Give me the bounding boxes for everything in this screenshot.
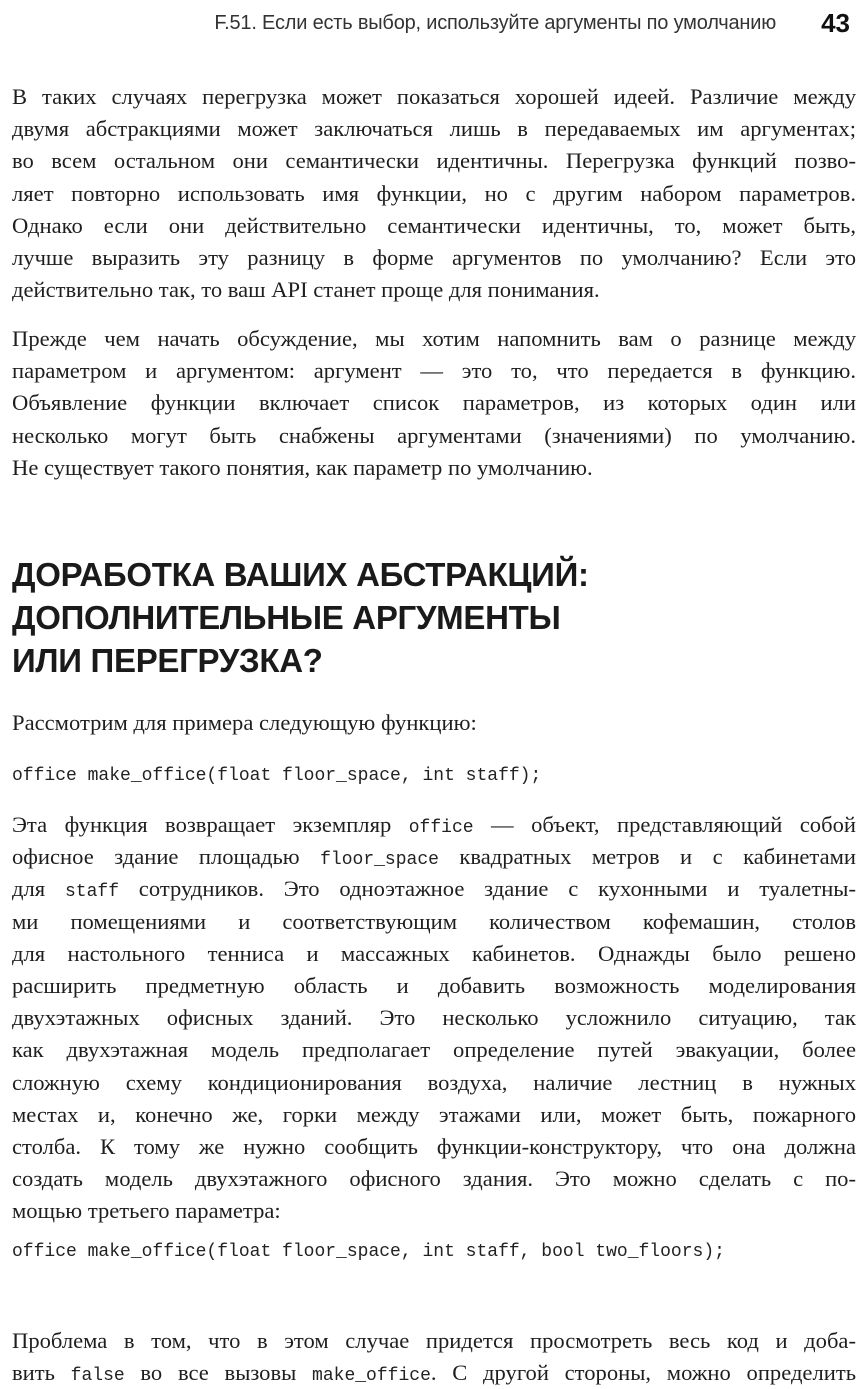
text-line [12, 873, 856, 905]
text-line: В таких случаях перегрузка может показаться хорошей идеей. Различие между [12, 84, 856, 109]
text-fragment: офисное здание площадью [12, 844, 321, 870]
text-line: создать модель двухэтажного офисного здания. Это можно сделать с по- [12, 1166, 856, 1192]
text-line [12, 841, 856, 873]
inline-code: false [70, 1366, 125, 1387]
inline-code: staff [64, 882, 119, 903]
inline-code: floor_space [320, 850, 439, 871]
text-line: Проблема в том, что в этом случае придется просмотреть весь код и доба- [12, 1328, 856, 1353]
text-line: сложную схему кондиционирования воздуха, наличие лестниц в нужных [12, 1069, 856, 1095]
inline-code: make_office [312, 1366, 431, 1387]
text-line: параметром и аргументом: аргумент — это то, что передается в функцию. [12, 358, 856, 384]
paragraph-example-intro: Рассмотрим для примера следующую функцию: [12, 710, 477, 735]
text-line: столба. К тому же нужно сообщить функции-конструктору, что она должна [12, 1133, 856, 1159]
text-line: двухэтажных офисных зданий. Это несколько усложнило ситуацию, так [12, 1005, 856, 1031]
text-line: действительно так, то ваш API станет проще для понимания. [12, 277, 600, 303]
text-line: мощью третьего параметра: [12, 1198, 281, 1224]
section-heading-line: ИЛИ ПЕРЕГРУЗКА? [12, 642, 323, 679]
section-heading [12, 553, 856, 682]
paragraph-overloading-idea [12, 81, 856, 306]
code-snippet-make-office-two-floors: office make_office(float floor_space, int staff, bool two_floors); [12, 1242, 725, 1262]
text-line: во всем остальном они семантически идентичны. Перегрузка функций позво- [12, 148, 856, 174]
running-header [0, 8, 868, 40]
text-fragment: Эта функция возвращает экземпляр [12, 812, 409, 837]
text-line: Объявление функции включает список параметров, из которых один или [12, 390, 856, 416]
section-heading-line: ДОРАБОТКА ВАШИХ АБСТРАКЦИЙ: [12, 556, 589, 593]
text-line: для настольного тенниса и массажных кабинетов. Однажды было решено [12, 940, 856, 966]
text-fragment: — объект, представляющий собой [473, 812, 856, 837]
paragraph-parameters-vs-arguments [12, 323, 856, 484]
text-line [12, 1357, 856, 1389]
section-heading-line: ДОПОЛНИТЕЛЬНЫЕ АРГУМЕНТЫ [12, 599, 561, 636]
text-line: как двухэтажная модель предполагает определение путей эвакуации, более [12, 1037, 856, 1063]
text-fragment: квадратных метров и с кабинетами [438, 844, 856, 870]
text-line: Не существует такого понятия, как параметр по умолчанию. [12, 454, 593, 480]
page-number: 43 [821, 8, 850, 38]
text-line: Однако если они действительно семантически идентичны, то, может быть, [12, 212, 856, 238]
text-line: двумя абстракциями может заключаться лишь в передаваемых им аргументах; [12, 116, 856, 142]
text-fragment: для [12, 876, 65, 902]
paragraph-problem [12, 1325, 856, 1389]
paragraph-office-function [12, 809, 856, 1227]
text-fragment: вить [12, 1360, 71, 1386]
text-line: несколько могут быть снабжены аргументами (значениями) по умолчанию. [12, 422, 856, 448]
text-line: местах и, конечно же, горки между этажами или, может быть, пожарного [12, 1101, 856, 1127]
text-fragment: . С другой стороны, можно определить [430, 1360, 856, 1386]
text-line: лучше выразить эту разницу в форме аргументов по умолчанию? Если это [12, 244, 856, 270]
text-line: Прежде чем начать обсуждение, мы хотим напомнить вам о разнице между [12, 326, 856, 351]
text-line: ми помещениями и соответствующим количеством кофемашин, столов [12, 908, 856, 934]
text-fragment: сотрудников. Это одноэтажное здание с кухонными и туалетны- [119, 876, 856, 902]
text-fragment: во все вызовы [124, 1360, 313, 1386]
inline-code: office [408, 818, 474, 838]
text-line: расширить предметную область и добавить возможность моделирования [12, 972, 856, 998]
text-line [12, 809, 856, 841]
running-header-title: F.51. Если есть выбор, используйте аргументы по умолчанию [214, 12, 776, 34]
text-line: ляет повторно использовать имя функции, но с другим набором параметров. [12, 180, 856, 206]
code-snippet-make-office: office make_office(float floor_space, int staff); [12, 766, 542, 786]
